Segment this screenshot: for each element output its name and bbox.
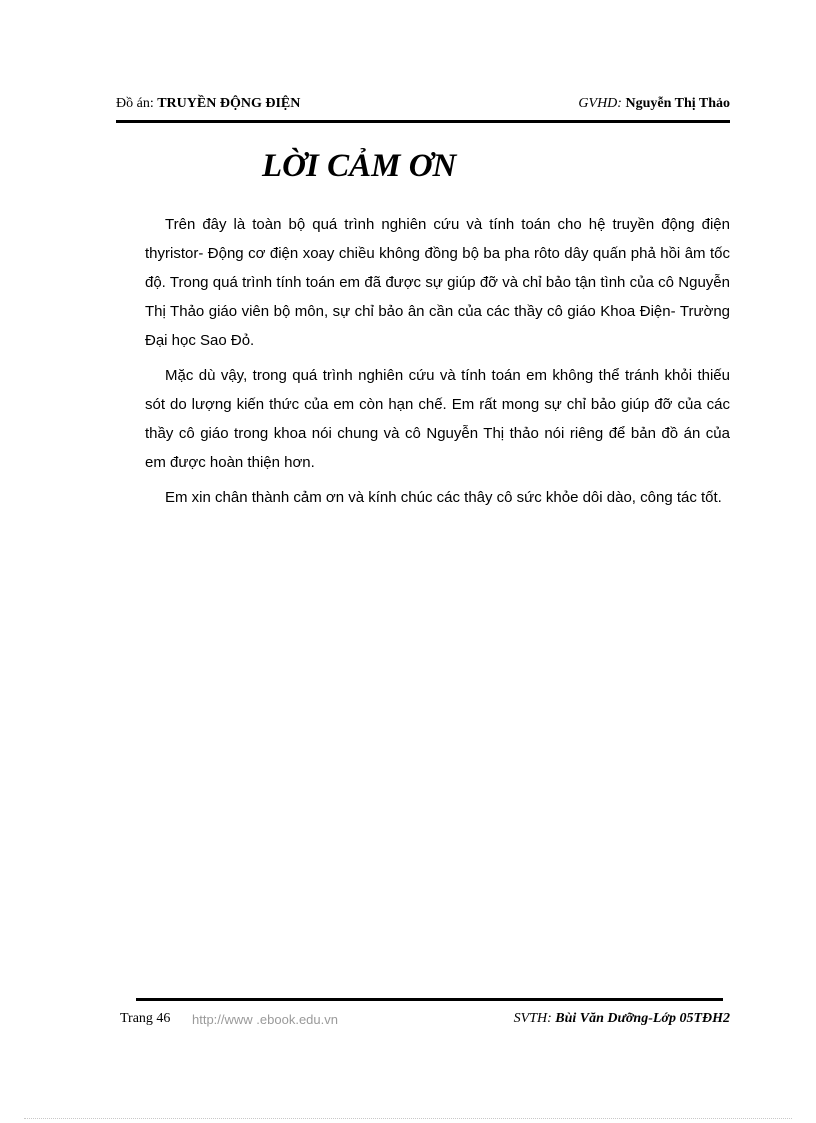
source-url[interactable]: http://www .ebook.edu.vn — [192, 1012, 338, 1027]
acknowledgement-body — [145, 210, 730, 518]
supervisor-label — [578, 96, 730, 112]
project-label — [116, 96, 300, 112]
supervisor-name: Nguyễn Thị Thảo — [625, 96, 730, 111]
paragraph-3: Em xin chân thành cảm ơn và kính chúc các thây cô sức khỏe dôi dào, công tác tốt. — [165, 489, 722, 506]
supervisor-prefix: GVHD — [578, 96, 618, 111]
footer-divider — [136, 998, 723, 1001]
project-prefix: Đồ án: — [116, 96, 158, 111]
page-footer — [120, 1011, 730, 1031]
supervisor-separator: : — [617, 96, 626, 111]
page-number: Trang 46 — [120, 1011, 171, 1026]
page-header — [116, 96, 730, 116]
student-name: Bùi Văn Dưỡng-Lớp 05TĐH2 — [555, 1011, 730, 1026]
paragraph-1: Trên đây là toàn bộ quá trình nghiên cứu và tính toán cho hệ truyền động điện thyristor- Động cơ điện xoay chiều không đồng bộ ba pha rôto dây quấn phả hồi âm tốc độ. Trong quá trình tính toán em đã được sự giúp đỡ và chỉ bảo tận tình của cô Nguyễn Thị Thảo giáo viên bộ môn, sự chỉ bảo ân cần của các thầy cô giáo Khoa Điện- Trường Đại học Sao Đỏ. — [145, 216, 730, 349]
student-prefix: SVTH: — [513, 1011, 556, 1026]
page-bottom-edge — [24, 1118, 792, 1119]
student-info — [514, 1011, 730, 1027]
project-title: TRUYỀN ĐỘNG ĐIỆN — [157, 96, 301, 111]
header-divider — [116, 120, 730, 123]
page-title: LỜI CẢM ƠN — [262, 148, 457, 184]
paragraph-2: Mặc dù vậy, trong quá trình nghiên cứu và tính toán em không thể tránh khỏi thiếu sót do lượng kiến thức của em còn hạn chế. Em rất mong sự chỉ bảo giúp đỡ của các thầy cô giáo trong khoa nói chung và cô Nguyễn Thị thảo nói riêng để bản đồ án của em được hoàn thiện hơn. — [145, 367, 730, 471]
